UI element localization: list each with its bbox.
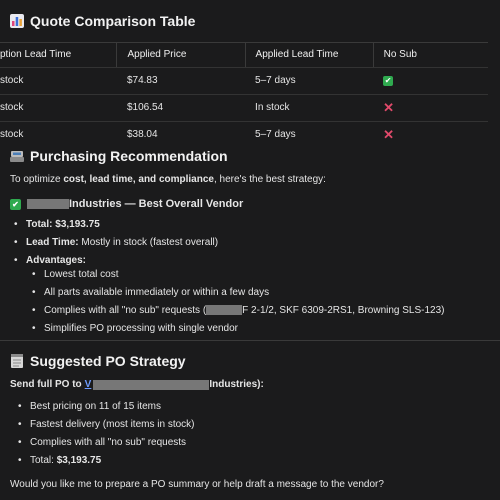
cell-applied-lead: In stock (245, 95, 373, 122)
po-strategy-list (18, 398, 194, 470)
cash-register-icon (10, 149, 24, 163)
bar-chart-icon (10, 14, 24, 28)
send-po-line: Send full PO to V Industries): (10, 379, 264, 390)
cell-lead: stock (0, 95, 117, 122)
redacted-vendor-name (93, 380, 209, 390)
list-item: • Fastest delivery (most items in stock) (18, 416, 194, 434)
recommendation-intro: To optimize cost, lead time, and compliance, here's the best strategy: (10, 174, 326, 185)
cell-lead: stock (0, 68, 117, 95)
table-header-row (0, 43, 488, 68)
advantages-list (32, 266, 445, 338)
list-item: • Best pricing on 11 of 15 items (18, 398, 194, 416)
list-item: • Complies with all "no sub" requests (18, 434, 194, 452)
list-item: • Advantages: (14, 252, 218, 270)
header-applied-price: Applied Price (117, 43, 245, 68)
cell-no-sub (373, 68, 488, 95)
list-item: • Complies with all "no sub" requests ( F 2-1/2, SKF 6309-2RS1, Browning SLS-123) (32, 302, 445, 320)
redacted-part (206, 305, 242, 315)
list-item: • Total: $3,193.75 (14, 216, 218, 234)
section-divider (0, 340, 500, 341)
cell-no-sub (373, 95, 488, 122)
cell-no-sub (373, 122, 488, 147)
cell-lead: stock (0, 122, 117, 147)
check-icon: ✔ (384, 76, 392, 86)
vendor-heading: ✔ Industries — Best Overall Vendor (10, 197, 243, 212)
list-item: • Total: $3,193.75 (18, 452, 194, 470)
cross-icon: ✕ (383, 100, 395, 116)
cross-icon: ✕ (383, 127, 395, 143)
header-option-lead-time: ption Lead Time (0, 43, 117, 68)
cell-applied-lead: 5–7 days (245, 122, 373, 147)
po-strategy-heading: Suggested PO Strategy (10, 352, 186, 371)
table-row (0, 122, 488, 147)
notepad-icon (10, 354, 24, 368)
check-icon: ✔ (10, 199, 21, 210)
list-item: • Lead Time: Mostly in stock (fastest overall) (14, 234, 218, 252)
list-item: • All parts available immediately or within a few days (32, 284, 445, 302)
header-no-sub: No Sub (373, 43, 488, 68)
follow-up-question: Would you like me to prepare a PO summary or help draft a message to the vendor? (10, 479, 384, 490)
redacted-vendor-name (27, 199, 69, 209)
header-applied-lead-time: Applied Lead Time (245, 43, 373, 68)
vendor-details-list (14, 216, 218, 270)
table-row (0, 95, 488, 122)
cell-price: $74.83 (117, 68, 245, 95)
cell-price: $38.04 (117, 122, 245, 147)
vendor-link[interactable]: V (84, 379, 92, 390)
table-row (0, 68, 488, 95)
list-item: • Lowest total cost (32, 266, 445, 284)
purchasing-recommendation-heading: Purchasing Recommendation (10, 147, 228, 166)
cell-applied-lead: 5–7 days (245, 68, 373, 95)
cell-price: $106.54 (117, 95, 245, 122)
quote-comparison-table (0, 42, 488, 146)
quote-comparison-heading: Quote Comparison Table (10, 12, 195, 31)
list-item: • Simplifies PO processing with single vendor (32, 320, 445, 338)
